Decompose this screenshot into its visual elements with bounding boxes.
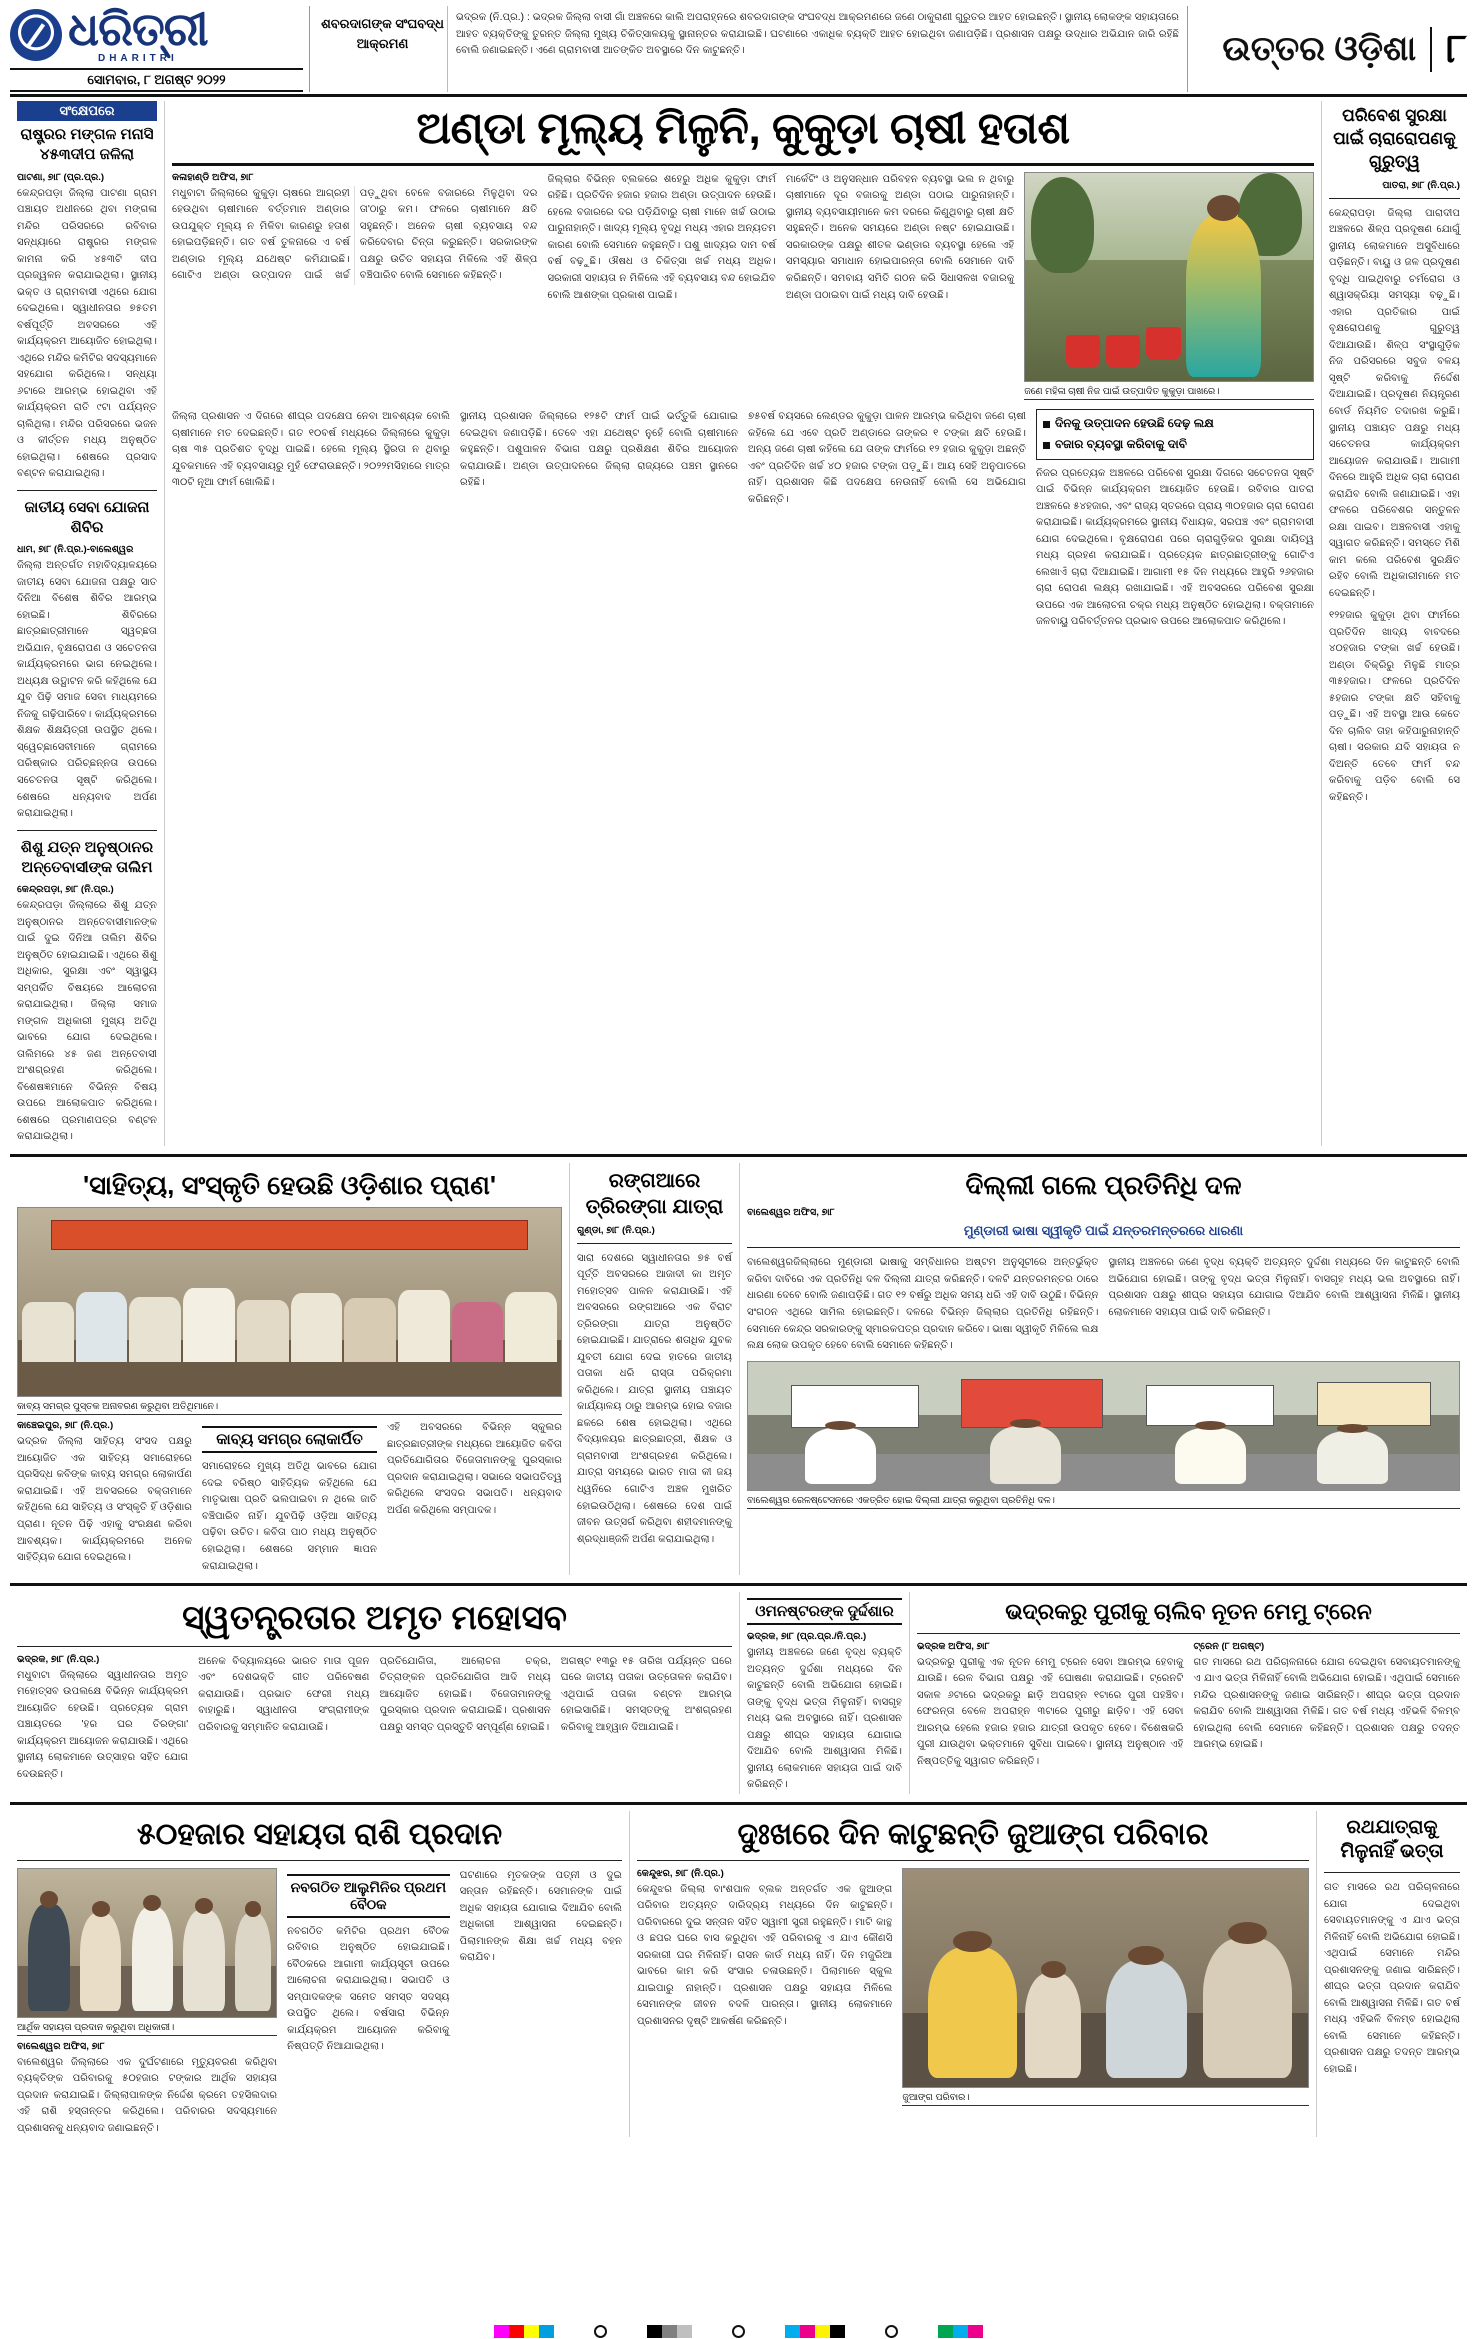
utto-headline: ଓମନଷ୍ଟରଙ୍କ ଦୁର୍ଦ୍ଦଶାର: [747, 1598, 902, 1625]
amrut-text-4: ଅଗଷ୍ଟ ୧୩ରୁ ୧୫ ତାରିଖ ପର୍ଯ୍ୟନ୍ତ ଘରେ ଘରେ ଜାତୀୟ ପତାକା ଉତ୍ତୋଳନ କରାଯିବ। ଏଥିପାଇଁ ପତାକା ବଣ୍ଟନ ଆରମ୍ଭ ହୋଇସାରିଛି। ସମସ୍ତଙ୍କୁ ଅଂଶଗ୍ରହଣ କରିବାକୁ ଆହ୍ୱାନ ଦିଆଯାଇଛି।: [560, 1655, 732, 1733]
lead-text-e: ସ୍ଥାନୀୟ ପ୍ରଶାସନ ଜିଲ୍ଲାରେ ୧୨୫ଟି ଫାର୍ମ ପାଇଁ ଭର୍ତ୍ତୁକି ଯୋଗାଇ ଦେଇଥିବା ଜଣାପଡ଼ିଛି। ତେବେ ଏହା ଯଥେଷ୍ଟ ନୁହେଁ ବୋଲି ଚାଷୀମାନେ କହୁଛନ୍ତି। ପଶୁପାଳନ ବିଭାଗ ପକ୍ଷରୁ ପ୍ରଶିକ୍ଷଣ ଶିବିର ଆୟୋଜନ କରାଯାଉଛି। ଅଣ୍ଡା ଉତ୍ପାଦନରେ ଜିଲ୍ଲା ରାଜ୍ୟରେ ପଞ୍ଚମ ସ୍ଥାନରେ ରହିଛି।: [460, 411, 738, 489]
lead-photo: [1024, 172, 1314, 382]
delhi-story: [740, 1163, 1467, 1575]
delhi-photo-caption: ବାଲେଶ୍ୱର ରେଳଷ୍ଟେସନରେ ଏକତ୍ରିତ ହୋଇ ଦିଲ୍ଲୀ ଯାତ୍ରା କରୁଥିବା ପ୍ରତିନିଧି ଦଳ।: [747, 1491, 1460, 1509]
amrut-story: [10, 1592, 740, 1794]
divider: [17, 1860, 622, 1861]
ranga-story: [570, 1163, 740, 1575]
train-dateline: ଭଦ୍ରକ ଅଫିସ, ୭ା୮: [917, 1640, 990, 1652]
sahitya-photo-caption: କାବ୍ୟ ସମଗ୍ର ପୁସ୍ତକ ଅନାବରଣ କରୁଥିବା ଅତିଥିମାନେ।: [17, 1397, 562, 1415]
brief-dateline: ପାଟଣା, ୭ା୮ (ପ୍ର.ପ୍ର.): [17, 171, 105, 183]
divider: [747, 1247, 1460, 1248]
sahitya-subhead: କାବ୍ୟ ସମଗ୍ର ଲୋକାର୍ପିତ: [202, 1426, 377, 1453]
juang-photo: [902, 1868, 1309, 2088]
lead-headline: ଅଣ୍ଡା ମୂଲ୍ୟ ମିଳୁନି, କୁକୁଡ଼ା ଚାଷୀ ହତାଶ: [416, 104, 1070, 153]
masthead-kicker: ଶବରଦାଗଙ୍କ ସଂଘବଦ୍ଧ ଆକ୍ରମଣ: [318, 6, 448, 92]
lead-text-c: ମାର୍କେଟିଂ ଓ ଅନୁସନ୍ଧାନ ପରିବହନ ବ୍ୟବସ୍ଥା ଭଲ ନ ଥିବାରୁ ଚାଷୀମାନେ ଦୂର ବଜାରକୁ ଅଣ୍ଡା ପଠାଇ ପାରୁନାହାନ୍ତି। ସ୍ଥାନୀୟ ବ୍ୟବସାୟୀମାନେ କମ ଦରରେ କିଣୁଥିବାରୁ ଚାଷୀ କ୍ଷତି ସହୁଛନ୍ତି। ଅନେକ ସମୟରେ ଅଣ୍ଡା ନଷ୍ଟ ହୋଇଯାଉଛି। ସରକାରଙ୍କ ପକ୍ଷରୁ ଶୀତଳ ଭଣ୍ଡାର ବ୍ୟବସ୍ଥା ହେଲେ ଏହି ସମସ୍ୟାର ସମାଧାନ ହୋଇପାରନ୍ତା ବୋଲି ସେମାନେ ଦାବି କରିଛନ୍ତି। ସମବାୟ ସମିତି ଗଠନ କରି ସିଧାସଳଖ ବଜାରକୁ ଅଣ୍ଡା ପଠାଇବା ପାଇଁ ମଧ୍ୟ ଦାବି ହେଉଛି।: [785, 173, 1015, 301]
aid-dateline: ବାଲେଶ୍ୱର ଅଫିସ, ୭ା୮: [17, 2040, 105, 2052]
key-point: ବଜାର ବ୍ୟବସ୍ଥା କରିବାକୁ ଦାବି: [1043, 436, 1307, 453]
top-section: [10, 101, 1467, 1146]
train-text-2: ଗତ ମାସରେ ରଥ ପରିଚାଳନାରେ ଯୋଗ ଦେଇଥିବା ସେବାୟତମାନଙ୍କୁ ଏ ଯାଏ ଭତ୍ତା ମିଳିନାହିଁ ବୋଲି ଅଭିଯୋଗ ହୋଇଛି। ଏଥିପାଇଁ ସେମାନେ ମନ୍ଦିର ପ୍ରଶାସନଙ୍କୁ ଜଣାଇ ସାରିଛନ୍ତି। ଶୀଘ୍ର ଭତ୍ତା ପ୍ରଦାନ କରାଯିବ ବୋଲି ଆଶ୍ୱାସନା ମିଳିଛି। ଗତ ବର୍ଷ ମଧ୍ୟ ଏହିଭଳି ବିଳମ୍ବ ହୋଇଥିଲା ବୋଲି ସେମାନେ କହିଛନ୍ତି। ପ୍ରଶାସନ ପକ୍ଷରୁ ତଦନ୍ତ ଆରମ୍ଭ ହୋଇଛି।: [1193, 1656, 1460, 1751]
aid-sub-headline: ନବଗଠିତ ଆଲୁମିନିର ପ୍ରଥମ ବୈଠକ: [287, 1874, 449, 1918]
brief-dateline: କେନ୍ଦ୍ରପଡ଼ା, ୭ା୮ (ନି.ପ୍ର.): [17, 884, 114, 896]
aid-photo: [17, 1868, 277, 2018]
divider: [10, 1583, 1467, 1586]
juang-text: କେନ୍ଦୁଝର ଜିଲ୍ଲା ବାଂଶପାଳ ବ୍ଲକ ଅନ୍ତର୍ଗତ ଏକ ଜୁଆଙ୍ଗ ପରିବାର ଅତ୍ୟନ୍ତ ଦାରିଦ୍ର୍ୟ ମଧ୍ୟରେ ଦିନ କାଟୁଛନ୍ତି। ପରିବାରରେ ଦୁଇ ସନ୍ତାନ ସହିତ ସ୍ୱାମୀ ସ୍ତ୍ରୀ ରହୁଛନ୍ତି। ମାଟି କାନ୍ଥ ଓ ଛପର ଘରେ ବାସ କରୁଥିବା ଏହି ପରିବାରକୁ ଏ ଯାଏ କୌଣସି ସରକାରୀ ଘର ମିଳିନାହିଁ। ରାସନ କାର୍ଡ ମଧ୍ୟ ନାହିଁ। ଦିନ ମଜୁରିଆ ଭାବରେ କାମ କରି ସଂସାର ଚଳାଉଛନ୍ତି। ପିଲାମାନେ ସ୍କୁଲ ଯାଇପାରୁ ନାହାନ୍ତି। ପ୍ରଶାସନ ପକ୍ଷରୁ ସହାୟତା ମିଳିଲେ ସେମାନଙ୍କ ଜୀବନ ବଦଳି ପାରନ୍ତା। ସ୍ଥାନୀୟ ଲୋକମାନେ ପ୍ରଶାସନର ଦୃଷ୍ଟି ଆକର୍ଷଣ କରିଛନ୍ତି।: [637, 1883, 893, 2027]
env-headline: ପରିବେଶ ସୁରକ୍ଷା ପାଇଁ ଚାରାରୋପଣକୁ ଗୁରୁତ୍ୱ: [1333, 106, 1456, 171]
sahitya-headline: 'ସାହିତ୍ୟ, ସଂସ୍କୃତି ହେଉଛି ଓଡ଼ିଶାର ପ୍ରାଣ': [82, 1169, 497, 1200]
aid-text-2: ଘଟଣାରେ ମୃତକଙ୍କ ପତ୍ନୀ ଓ ଦୁଇ ସନ୍ତାନ ରହିଛନ୍ତି। ସେମାନଙ୍କ ପାଇଁ ଅଧିକ ସହାୟତା ଯୋଗାଇ ଦିଆଯିବ ବୋଲି ଅଧିକାରୀ ଆଶ୍ୱାସନା ଦେଇଛନ୍ତି। ପିଲାମାନଙ୍କ ଶିକ୍ଷା ଖର୍ଚ୍ଚ ମଧ୍ୟ ବହନ କରାଯିବ।: [459, 1869, 623, 1964]
aid-sub-text: ନବଗଠିତ କମିଟିର ପ୍ରଥମ ବୈଠକ ରବିବାର ଅନୁଷ୍ଠିତ ହୋଇଯାଇଛି। ବୈଠକରେ ଆଗାମୀ କାର୍ଯ୍ୟସୂଚୀ ଉପରେ ଆଲୋଚନା କରାଯାଇଥିଲା। ସଭାପତି ଓ ସମ୍ପାଦକଙ୍କ ସମେତ ସମସ୍ତ ସଦସ୍ୟ ଉପସ୍ଥିତ ଥିଲେ। ବର୍ଷସାରା ବିଭିନ୍ନ କାର୍ଯ୍ୟକ୍ରମ ଆୟୋଜନ କରିବାକୁ ନିଷ୍ପତ୍ତି ନିଆଯାଇଥିଲା।: [287, 1925, 450, 2053]
utto-dateline: ଭଦ୍ରକ, ୭ା୮ (ପ୍ର.ପ୍ର./ନି.ପ୍ର.): [747, 1631, 867, 1643]
amrut-text-2: ଅନେକ ବିଦ୍ୟାଳୟରେ ଭାରତ ମାତା ପୂଜନ ଏବଂ ଦେଶଭକ୍ତି ଗୀତ ପରିବେଷଣ କରାଯାଉଛି। ପ୍ରଭାତ ଫେରୀ ମଧ୍ୟ ବାହାରୁଛି। ସ୍ୱାଧୀନତା ସଂଗ୍ରାମୀଙ୍କ ପରିବାରକୁ ସମ୍ମାନିତ କରାଯାଉଛି।: [198, 1655, 370, 1733]
lead-text-d: ଜିଲ୍ଲା ପ୍ରଶାସନ ଏ ଦିଗରେ ଶୀଘ୍ର ପଦକ୍ଷେପ ନେବା ଆବଶ୍ୟକ ବୋଲି ଚାଷୀମାନେ ମତ ଦେଇଛନ୍ତି। ଗତ ୧୦ବର୍ଷ ମଧ୍ୟରେ ଜିଲ୍ଲାରେ କୁକୁଡ଼ା ଚାଷ ୩୫ ପ୍ରତିଶତ ବୃଦ୍ଧି ପାଇଛି। ହେଲେ ମୂଲ୍ୟ ସ୍ଥିରତା ନ ଥିବାରୁ ଯୁବକମାନେ ଏହି ବ୍ୟବସାୟରୁ ମୁହଁ ଫେରାଉଛନ୍ତି। ୨୦୨୨ମସିହାରେ ମାତ୍ର ୩୦ଟି ନୂଆ ଫାର୍ମ ଖୋଲିଛି।: [172, 411, 450, 489]
divider: [17, 490, 157, 491]
delhi-photo: [747, 1361, 1460, 1491]
brief-headline: ଜାତୀୟ ସେବା ଯୋଜନା ଶିବିର: [24, 498, 150, 537]
sahitya-text-1: ଭଦ୍ରକ ଜିଲ୍ଲା ସାହିତ୍ୟ ସଂସଦ ପକ୍ଷରୁ ଆୟୋଜିତ ଏକ ସାହିତ୍ୟ ସମାରୋହରେ ପ୍ରସିଦ୍ଧ କବିଙ୍କ କାବ୍ୟ ସମଗ୍ର ଲୋକାର୍ପଣ କରାଯାଇଛି। ଏହି ଅବସରରେ ବକ୍ତାମାନେ କହିଥିଲେ ଯେ ସାହିତ୍ୟ ଓ ସଂସ୍କୃତି ହିଁ ଓଡ଼ିଶାର ପ୍ରାଣ। ନୂତନ ପିଢ଼ି ଏହାକୁ ସଂରକ୍ଷଣ କରିବା ଆବଶ୍ୟକ। କାର୍ଯ୍ୟକ୍ରମରେ ଅନେକ ସାହିତ୍ୟିକ ଯୋଗ ଦେଇଥିଲେ।: [17, 1436, 192, 1564]
sahitya-text-2: ସମାରୋହରେ ମୁଖ୍ୟ ଅତିଥି ଭାବରେ ଯୋଗ ଦେଇ ବରିଷ୍ଠ ସାହିତ୍ୟିକ କହିଥିଲେ ଯେ ମାତୃଭାଷା ପ୍ରତି ଭଲପାଇବା ନ ଥିଲେ ଜାତି ବଞ୍ଚିପାରିବ ନାହିଁ। ଯୁବପିଢ଼ି ଓଡ଼ିଆ ସାହିତ୍ୟ ପଢ଼ିବା ଉଚିତ। କବିତା ପାଠ ମଧ୍ୟ ଅନୁଷ୍ଠିତ ହୋଇଥିଲା। ଶେଷରେ ସମ୍ମାନ ଜ୍ଞାପନ କରାଯାଇଥିଲା।: [202, 1461, 377, 1572]
aid-story: [10, 1811, 630, 2138]
edition-name: ଉତ୍ତର ଓଡ଼ିଶା: [1222, 29, 1417, 68]
brief-dateline: ଧାମ, ୭ା୮ (ନି.ପ୍ର.)-ବାଲେଶ୍ୱର: [17, 544, 134, 556]
amrut-text-3: ପ୍ରତିଯୋଗିତା, ଆଲୋଚନା ଚକ୍ର, ଚିତ୍ରାଙ୍କନ ପ୍ରତିଯୋଗିତା ଆଦି ମଧ୍ୟ ଆୟୋଜିତ ହୋଇଛି। ବିଜେତାମାନଙ୍କୁ ପୁରସ୍କାର ପ୍ରଦାନ କରାଯାଇଛି। ପ୍ରଶାସନ ପକ୍ଷରୁ ସମସ୍ତ ପ୍ରସ୍ତୁତି ସମ୍ପୂର୍ଣ୍ଣ ହୋଇଛି।: [379, 1655, 551, 1733]
brief-item: [17, 125, 157, 483]
amrut-section: [10, 1592, 1467, 1794]
brief-text: ଜିଲ୍ଲା ଅନ୍ତର୍ଗତ ମହାବିଦ୍ୟାଳୟରେ ଜାତୀୟ ସେବା ଯୋଜନା ପକ୍ଷରୁ ସାତ ଦିନିଆ ବିଶେଷ ଶିବିର ଆରମ୍ଭ ହୋଇଛି। ଶିବିରରେ ଛାତ୍ରଛାତ୍ରୀମାନେ ସ୍ୱଚ୍ଛତା ଅଭିଯାନ, ବୃକ୍ଷରୋପଣ ଓ ସଚେତନତା କାର୍ଯ୍ୟକ୍ରମରେ ଭାଗ ନେଇଥିଲେ। ଅଧ୍ୟକ୍ଷ ଉଦ୍ଘାଟନ କରି କହିଥିଲେ ଯେ ଯୁବ ପିଢ଼ି ସମାଜ ସେବା ମାଧ୍ୟମରେ ନିଜକୁ ଗଢ଼ିପାରିବେ। କାର୍ଯ୍ୟକ୍ରମରେ ଶିକ୍ଷକ ଶିକ୍ଷୟିତ୍ରୀ ଉପସ୍ଥିତ ଥିଲେ। ସ୍ୱେଚ୍ଛାସେବୀମାନେ ଗ୍ରାମରେ ପରିଷ୍କାର ପରିଚ୍ଛନ୍ନତା ଉପରେ ସଚେତନତା ସୃଷ୍ଟି କରିଥିଲେ। ଶେଷରେ ଧନ୍ୟବାଦ ଅର୍ପଣ କରାଯାଇଥିଲା।: [17, 560, 157, 820]
key-point: ଦିନକୁ ଉତ୍ପାଦନ ହେଉଛି ଦେଢ଼ ଲକ୍ଷ: [1043, 415, 1307, 432]
brief-text: କେନ୍ଦ୍ରପଡ଼ା ଜିଲ୍ଲା ପାଟଣା ଗ୍ରାମ ପଞ୍ଚାୟତ ଅଧୀନରେ ଥିବା ମଙ୍ଗଳା ମନ୍ଦିର ପରିସରରେ ରବିବାର ସନ୍ଧ୍ୟାରେ ରାଷ୍ଟ୍ରର ମଙ୍ଗଳ କାମନା କରି ୪୫୩ଟି ଦୀପ ପ୍ରଜ୍ୱଳନ କରାଯାଇଥିଲା। ସ୍ଥାନୀୟ ଭକ୍ତ ଓ ଗ୍ରାମବାସୀ ଏଥିରେ ଯୋଗ ଦେଇଥିଲେ। ସ୍ୱାଧୀନତାର ୭୫ତମ ବର୍ଷପୂର୍ତ୍ତି ଅବସରରେ ଏହି କାର୍ଯ୍ୟକ୍ରମ ଆୟୋଜିତ ହୋଇଥିଲା। ଏଥିରେ ମନ୍ଦିର କମିଟିର ସଦସ୍ୟମାନେ ସହଯୋଗ କରିଥିଲେ। ସନ୍ଧ୍ୟା ୬ଟାରେ ଆରମ୍ଭ ହୋଇଥିବା ଏହି କାର୍ଯ୍ୟକ୍ରମ ରାତି ୯ଟା ପର୍ଯ୍ୟନ୍ତ ଚାଲିଥିଲା। ମନ୍ଦିର ପରିସରରେ ଭଜନ ଓ କୀର୍ତ୍ତନ ମଧ୍ୟ ଅନୁଷ୍ଠିତ ହୋଇଥିଲା। ଶେଷରେ ପ୍ରସାଦ ବଣ୍ଟନ କରାଯାଇଥିଲା।: [17, 187, 157, 480]
utto-text: ସ୍ଥାନୀୟ ଅଞ୍ଚଳରେ ଜଣେ ବୃଦ୍ଧ ବ୍ୟକ୍ତି ଅତ୍ୟନ୍ତ ଦୁର୍ଦ୍ଦଶା ମଧ୍ୟରେ ଦିନ କାଟୁଛନ୍ତି ବୋଲି ଅଭିଯୋଗ ହୋଇଛି। ତାଙ୍କୁ ବୃଦ୍ଧ ଭତ୍ତା ମିଳୁନାହିଁ। ବାସଗୃହ ମଧ୍ୟ ଭଲ ଅବସ୍ଥାରେ ନାହିଁ। ପ୍ରଶାସନ ପକ୍ଷରୁ ଶୀଘ୍ର ସହାୟତା ଯୋଗାଇ ଦିଆଯିବ ବୋଲି ଆଶ୍ୱାସନା ମିଳିଛି। ସ୍ଥାନୀୟ ଲୋକମାନେ ସହାୟତା ପାଇଁ ଦାବି କରିଛନ୍ତି।: [747, 1647, 902, 1791]
brief-text: କେନ୍ଦ୍ରପଡ଼ା ଜିଲ୍ଲାରେ ଶିଶୁ ଯତ୍ନ ଅନୁଷ୍ଠାନର ଅନ୍ତେବାସୀମାନଙ୍କ ପାଇଁ ଦୁଇ ଦିନିଆ ତାଲିମ ଶିବିର ଅନୁଷ୍ଠିତ ହୋଇଯାଇଛି। ଏଥିରେ ଶିଶୁ ଅଧିକାର, ସୁରକ୍ଷା ଏବଂ ସ୍ୱାସ୍ଥ୍ୟ ସମ୍ପର୍କିତ ବିଷୟରେ ଆଲୋଚନା କରାଯାଇଥିଲା। ଜିଲ୍ଲା ସମାଜ ମଙ୍ଗଳ ଅଧିକାରୀ ମୁଖ୍ୟ ଅତିଥି ଭାବରେ ଯୋଗ ଦେଇଥିଲେ। ତାଲିମରେ ୪୫ ଜଣ ଅନ୍ତେବାସୀ ଅଂଶଗ୍ରହଣ କରିଥିଲେ। ବିଶେଷଜ୍ଞମାନେ ବିଭିନ୍ନ ବିଷୟ ଉପରେ ଆଲୋକପାତ କରିଥିଲେ। ଶେଷରେ ପ୍ରମାଣପତ୍ର ବଣ୍ଟନ କରାଯାଇଥିଲା।: [17, 900, 157, 1143]
divider: [1324, 1872, 1460, 1873]
divider: [10, 1802, 1467, 1805]
train-text: ଭଦ୍ରକରୁ ପୁରୀକୁ ଏକ ନୂତନ ମେମୁ ଟ୍ରେନ ସେବା ଆରମ୍ଭ ହେବାକୁ ଯାଉଛି। ରେଳ ବିଭାଗ ପକ୍ଷରୁ ଏହି ଘୋଷଣା କରାଯାଇଛି। ଟ୍ରେନଟି ସକାଳ ୬ଟାରେ ଭଦ୍ରକରୁ ଛାଡ଼ି ଅପରାହ୍ନ ୧ଟାରେ ପୁରୀ ପହଞ୍ଚିବ। ଫେରନ୍ତା ବେଳେ ଅପରାହ୍ନ ୩ଟାରେ ପୁରୀରୁ ଛାଡ଼ିବ। ଏହି ସେବା ଆରମ୍ଭ ହେଲେ ହଜାର ହଜାର ଯାତ୍ରୀ ଉପକୃତ ହେବେ। ବିଶେଷକରି ପୁରୀ ଯାଉଥିବା ଭକ୍ତମାନେ ସୁବିଧା ପାଇବେ। ସ୍ଥାନୀୟ ଅନୁଷ୍ଠାନ ଏହି ନିଷ୍ପତ୍ତିକୁ ସ୍ୱାଗତ କରିଛନ୍ତି।: [917, 1656, 1184, 1767]
ratha-headline: ରଥଯାତ୍ରାକୁ ମିଳୁନାହିଁ ଭତ୍ତା: [1340, 1816, 1444, 1863]
delhi-headline: ଦିଲ୍ଲୀ ଗଲେ ପ୍ରତିନିଧି ଦଳ: [965, 1169, 1242, 1200]
lead-photo-caption: ଜଣେ ମହିଳା ଚାଷୀ ନିଜ ପାଇଁ ଉତ୍ପାଦିତ କୁକୁଡ଼ା ପାଖରେ।: [1024, 382, 1314, 400]
amrut-dateline: ଭଦ୍ରକ, ୭ା୮ (ନି.ପ୍ର.): [17, 1653, 100, 1665]
briefs-column: [10, 101, 165, 1146]
utto-story: [740, 1592, 910, 1794]
registration-mark-icon: [732, 2325, 745, 2338]
logo-name: ଧରିତ୍ରୀ: [68, 3, 208, 55]
page-number: ୮: [1430, 27, 1467, 72]
ratha-story: [1317, 1811, 1467, 2138]
env-dateline: ପାତରା, ୭ା୮ (ନି.ପ୍ର.): [1382, 179, 1460, 191]
lead-dateline: କଳାହାଣ୍ଡି ଅଫିସ, ୭ା୮: [172, 171, 254, 183]
divider: [17, 1646, 732, 1647]
color-swatches: [647, 2325, 692, 2338]
color-swatches: [938, 2325, 983, 2338]
delhi-subhead: ମୁଣ୍ଡାରୀ ଭାଷା ସ୍ୱୀକୃତି ପାଇଁ ଯନ୍ତରମନ୍ତରରେ ଧାରଣା: [963, 1223, 1244, 1239]
masthead: [10, 3, 1467, 97]
brief-headline: ଶିଶୁ ଯତ୍ନ ଅନୁଷ୍ଠାନର ଅନ୍ତେବାସୀଙ୍କ ତାଲିମ: [20, 838, 154, 876]
lead-story: [165, 101, 1322, 1146]
issue-date: ସୋମବାର, ୮ ଅଗଷ୍ଟ ୨୦୨୨: [10, 68, 303, 92]
divider: [10, 1154, 1467, 1157]
divider: [637, 1860, 1309, 1861]
aid-headline: ୫୦ହଜାର ସହାୟତା ରାଶି ପ୍ରଦାନ: [136, 1817, 503, 1851]
key-points-box: [1036, 409, 1314, 460]
train-story: [910, 1592, 1467, 1794]
divider: [172, 163, 1314, 166]
masthead-center: [310, 6, 1187, 92]
logo-roman: DHARITRI: [97, 53, 178, 64]
env-text-2: ୧୨ହଜାର କୁକୁଡ଼ା ଥିବା ଫାର୍ମରେ ପ୍ରତିଦିନ ଖାଦ୍ୟ ବାବଦରେ ୪୦ହଜାର ଟଙ୍କା ଖର୍ଚ୍ଚ ହେଉଛି। ଅଣ୍ଡା ବିକ୍ରିରୁ ମିଳୁଛି ମାତ୍ର ୩୫ହଜାର। ଫଳରେ ପ୍ରତିଦିନ ୫ହଜାର ଟଙ୍କା କ୍ଷତି ସହିବାକୁ ପଡ଼ୁଛି। ଏହି ଅବସ୍ଥା ଆଉ କେତେ ଦିନ ଚାଲିବ ତାହା କହିପାରୁନାହାନ୍ତି ଚାଷୀ। ସରକାର ଯଦି ସହାୟତା ନ ଦିଅନ୍ତି ତେବେ ଫାର୍ମ ବନ୍ଦ କରିବାକୁ ପଡ଼ିବ ବୋଲି ସେ କହିଛନ୍ତି।: [1329, 610, 1460, 803]
print-registration-bar: [0, 2323, 1477, 2339]
logo: [10, 3, 303, 64]
color-swatches: [785, 2325, 845, 2338]
amrut-headline: ସ୍ୱତନ୍ତ୍ରତାର ଅମୃତ ମହୋସବ: [182, 1599, 567, 1638]
brief-headline: ରାଷ୍ଟ୍ରର ମଙ୍ଗଳ ମନାସି ୪୫୩ଦୀପ ଜଳିଲା: [20, 126, 154, 164]
divider: [917, 1633, 1460, 1634]
sahitya-text-3: ଏହି ଅବସରରେ ବିଭିନ୍ନ ସ୍କୁଲର ଛାତ୍ରଛାତ୍ରୀଙ୍କ ମଧ୍ୟରେ ଆୟୋଜିତ କବିତା ପ୍ରତିଯୋଗିତାର ବିଜେତାମାନଙ୍କୁ ପୁରସ୍କାର ପ୍ରଦାନ କରାଯାଇଥିଲା। ସଭାରେ ସଭାପତିତ୍ୱ କରିଥିଲେ ସଂସଦର ସଭାପତି। ଧନ୍ୟବାଦ ଅର୍ପଣ କରିଥିଲେ ସମ୍ପାଦକ।: [387, 1422, 562, 1516]
briefs-section-label: ସଂକ୍ଷେପରେ: [17, 101, 157, 121]
sahitya-photo: [17, 1207, 562, 1397]
juang-headline: ଦୁଃଖରେ ଦିନ କାଟୁଛନ୍ତି ଜୁଆଙ୍ଗ ପରିବାର: [737, 1817, 1209, 1851]
env-col1: ନିଜର ପ୍ରତ୍ୟେକ ଅଞ୍ଚଳରେ ପରିବେଶ ସୁରକ୍ଷା ଦିଗରେ ସଚେତନତା ସୃଷ୍ଟି ପାଇଁ ବିଭିନ୍ନ କାର୍ଯ୍ୟକ୍ରମ ଆୟୋଜିତ ହେଉଛି। ରବିବାର ପାତରା ଅଞ୍ଚଳରେ ୫୪ହଜାର, ଏବଂ ରାଜ୍ୟ ସ୍ତରରେ ପ୍ରାୟ ୩୦ହଜାର ଚାରା ରୋପଣ କରାଯାଇଛି। କାର୍ଯ୍ୟକ୍ରମରେ ସ୍ଥାନୀୟ ବିଧାୟକ, ସରପଞ୍ଚ ଏବଂ ଗ୍ରାମବାସୀ ଯୋଗ ଦେଇଥିଲେ। ବୃକ୍ଷରୋପଣ ପରେ ଚାରାଗୁଡ଼ିକର ସୁରକ୍ଷା ଦାୟିତ୍ୱ ମଧ୍ୟ ଗ୍ରହଣ କରାଯାଇଛି। ପ୍ରତ୍ୟେକ ଛାତ୍ରଛାତ୍ରୀଙ୍କୁ ଗୋଟିଏ ଲେଖାଏଁ ଚାରା ଦିଆଯାଇଛି। ଆଗାମୀ ୧୫ ଦିନ ମଧ୍ୟରେ ଆହୁରି ୨୬ହଜାର ଚାରା ରୋପଣ ଲକ୍ଷ୍ୟ ରଖାଯାଇଛି। ଏହି ଅବସରରେ ପରିବେଶ ସୁରକ୍ଷା ଉପରେ ଏକ ଆଲୋଚନା ଚକ୍ର ମଧ୍ୟ ଅନୁଷ୍ଠିତ ହୋଇଥିଲା। ବକ୍ତାମାନେ ଜଳବାୟୁ ପରିବର୍ତ୍ତନର ପ୍ରଭାବ ଉପରେ ଆଲୋକପାତ କରିଥିଲେ।: [1036, 467, 1314, 628]
registration-mark-icon: [594, 2325, 607, 2338]
bottom-section: [10, 1811, 1467, 2138]
sahitya-dateline: କାଞ୍ଚେଇପୁର, ୭ା୮ (ନି.ପ୍ର.): [17, 1420, 114, 1432]
middle-section: [10, 1163, 1467, 1575]
divider: [577, 1243, 732, 1244]
lead-text-a: ମଧୁବାଟା ଜିଲ୍ଲାରେ କୁକୁଡ଼ା ଚାଷରେ ଆଗ୍ରହୀ ହେଉଥିବା ଚାଷୀମାନେ ବର୍ତ୍ତମାନ ଅଣ୍ଡାର ଉପଯୁକ୍ତ ମୂଲ୍ୟ ନ ମିଳିବା କାରଣରୁ ହତାଶ ହୋଇପଡ଼ିଛନ୍ତି। ଗତ ବର୍ଷ ତୁଳନାରେ ଏ ବର୍ଷ ଅଣ୍ଡାର ମୂଲ୍ୟ ଯଥେଷ୍ଟ କମିଯାଇଛି। ଗୋଟିଏ ଅଣ୍ଡା ଉତ୍ପାଦନ ପାଇଁ ଖର୍ଚ୍ଚ ପଡ଼ୁଥିବା ବେଳେ ବଜାରରେ ମିଳୁଥିବା ଦର ତା'ଠାରୁ କମ। ଫଳରେ ଚାଷୀମାନେ କ୍ଷତି ସହୁଛନ୍ତି। ଅନେକ ଚାଷୀ ବ୍ୟବସାୟ ବନ୍ଦ କରିଦେବାର ଚିନ୍ତା କରୁଛନ୍ତି। ସରକାରଙ୍କ ପକ୍ଷରୁ ଉଚିତ ସହାୟତା ମିଳିଲେ ଏହି ଶିଳ୍ପ ବଞ୍ଚିପାରିବ ବୋଲି ସେମାନେ କହିଛନ୍ତି।: [172, 187, 538, 282]
delhi-text-dup: ସ୍ଥାନୀୟ ଅଞ୍ଚଳରେ ଜଣେ ବୃଦ୍ଧ ବ୍ୟକ୍ତି ଅତ୍ୟନ୍ତ ଦୁର୍ଦ୍ଦଶା ମଧ୍ୟରେ ଦିନ କାଟୁଛନ୍ତି ବୋଲି ଅଭିଯୋଗ ହୋଇଛି। ତାଙ୍କୁ ବୃଦ୍ଧ ଭତ୍ତା ମିଳୁନାହିଁ। ବାସଗୃହ ମଧ୍ୟ ଭଲ ଅବସ୍ଥାରେ ନାହିଁ। ପ୍ରଶାସନ ପକ୍ଷରୁ ଶୀଘ୍ର ସହାୟତା ଯୋଗାଇ ଦିଆଯିବ ବୋଲି ଆଶ୍ୱାସନା ମିଳିଛି। ସ୍ଥାନୀୟ ଲୋକମାନେ ସହାୟତା ପାଇଁ ଦାବି କରିଛନ୍ତି।: [1108, 1257, 1460, 1318]
masthead-logo-block: [10, 3, 310, 92]
divider: [17, 830, 157, 831]
aid-text-1: ବାଲେଶ୍ୱର ଜିଲ୍ଲାରେ ଏକ ଦୁର୍ଘଟଣାରେ ମୃତ୍ୟୁବରଣ କରିଥିବା ବ୍ୟକ୍ତିଙ୍କ ପରିବାରକୁ ୫୦ହଜାର ଟଙ୍କାର ଆର୍ଥିକ ସହାୟତା ପ୍ରଦାନ କରାଯାଇଛି। ଜିଲ୍ଲାପାଳଙ୍କ ନିର୍ଦ୍ଦେଶ କ୍ରମେ ତହସିଲଦାର ଏହି ରାଶି ହସ୍ତାନ୍ତର କରିଥିଲେ। ପରିବାରର ସଦସ୍ୟମାନେ ପ୍ରଶାସନକୁ ଧନ୍ୟବାଦ ଜଣାଇଛନ୍ତି।: [17, 2056, 278, 2134]
amrut-text-1: ମଧୁବାଟା ଜିଲ୍ଲାରେ ସ୍ୱାଧୀନତାର ଅମୃତ ମହୋତ୍ସବ ଉପଲକ୍ଷେ ବିଭିନ୍ନ କାର୍ଯ୍ୟକ୍ରମ ଆୟୋଜିତ ହେଉଛି। ପ୍ରତ୍ୟେକ ଗ୍ରାମ ପଞ୍ଚାୟତରେ 'ହର ଘର ତିରଙ୍ଗା' କାର୍ଯ୍ୟକ୍ରମ ଆୟୋଜନ କରାଯାଉଛି। ଏଥିରେ ସ୍ଥାନୀୟ ଲୋକମାନେ ଉତ୍ସାହର ସହିତ ଯୋଗ ଦେଉଛନ୍ତି।: [17, 1669, 189, 1780]
lead-text-b: ଜିଲ୍ଲାର ବିଭିନ୍ନ ବ୍ଲକରେ ଶହେରୁ ଅଧିକ କୁକୁଡ଼ା ଫାର୍ମ ରହିଛି। ପ୍ରତିଦିନ ହଜାର ହଜାର ଅଣ୍ଡା ଉତ୍ପାଦନ ହେଉଛି। ହେଲେ ବଜାରରେ ଦର ପଡ଼ିଯିବାରୁ ଚାଷୀ ମାନେ ଖର୍ଚ୍ଚ ଉଠାଇ ପାରୁନାହାନ୍ତି। ଖାଦ୍ୟ ମୂଲ୍ୟ ବୃଦ୍ଧି ମଧ୍ୟ ଏହାର ଅନ୍ୟତମ କାରଣ ବୋଲି ସେମାନେ କହୁଛନ୍ତି। ପଶୁ ଖାଦ୍ୟର ଦାମ ବର୍ଷ ବର୍ଷ ବଢ଼ୁଛି। ଔଷଧ ଓ ଚିକିତ୍ସା ଖର୍ଚ୍ଚ ମଧ୍ୟ ଅଧିକ। ସରକାରୀ ସହାୟତା ନ ମିଳିଲେ ଏହି ବ୍ୟବସାୟ ବନ୍ଦ ହୋଇଯିବ ବୋଲି ଆଶଙ୍କା ପ୍ରକାଶ ପାଇଛି।: [547, 173, 776, 301]
env-text: କେନ୍ଦ୍ରାପଡ଼ା ଜିଲ୍ଲା ପାରାଦୀପ ଅଞ୍ଚଳରେ ଶିଳ୍ପ ପ୍ରଦୂଷଣ ଯୋଗୁଁ ସ୍ଥାନୀୟ ଲୋକମାନେ ଅସୁବିଧାରେ ପଡ଼ିଛନ୍ତି। ବାୟୁ ଓ ଜଳ ପ୍ରଦୂଷଣ ବୃଦ୍ଧି ପାଇଥିବାରୁ ଚର୍ମରୋଗ ଓ ଶ୍ୱାସକ୍ରିୟା ସମସ୍ୟା ବଢ଼ୁଛି। ଏହାର ପ୍ରତିକାର ପାଇଁ ବୃକ୍ଷରୋପଣକୁ ଗୁରୁତ୍ୱ ଦିଆଯାଉଛି। ଶିଳ୍ପ ସଂସ୍ଥାଗୁଡ଼ିକ ନିଜ ପରିସରରେ ସବୁଜ ବଳୟ ସୃଷ୍ଟି କରିବାକୁ ନିର୍ଦ୍ଦେଶ ଦିଆଯାଇଛି। ପ୍ରଦୂଷଣ ନିୟନ୍ତ୍ରଣ ବୋର୍ଡ ନିୟମିତ ତଦାରଖ କରୁଛି। ସ୍ଥାନୀୟ ପଞ୍ଚାୟତ ପକ୍ଷରୁ ମଧ୍ୟ ସଚେତନତା କାର୍ଯ୍ୟକ୍ରମ ଆୟୋଜନ କରାଯାଉଛି। ଆଗାମୀ ଦିନରେ ଆହୁରି ଅଧିକ ଚାରା ରୋପଣ କରାଯିବ ବୋଲି ଜଣାଯାଇଛି। ଏହା ଫଳରେ ପରିବେଶର ସନ୍ତୁଳନ ରକ୍ଷା ପାଇବ। ଅଞ୍ଚଳବାସୀ ଏହାକୁ ସ୍ୱାଗତ କରିଛନ୍ତି। ସମସ୍ତେ ମିଶି କାମ କଲେ ପରିବେଶ ସୁରକ୍ଷିତ ରହିବ ବୋଲି ଅଧିକାରୀମାନେ ମତ ଦେଇଛନ୍ତି।: [1329, 207, 1460, 599]
juang-dateline: କେନ୍ଦୁଝର, ୭ା୮ (ନି.ପ୍ର.): [637, 1867, 724, 1879]
sahitya-story: [10, 1163, 570, 1575]
lead-text-f: ୭୫ବର୍ଷ ବୟସରେ ଲେଣ୍ଡର କୁକୁଡ଼ା ପାଳନ ଆରମ୍ଭ କରିଥିବା ଜଣେ ଚାଷୀ କହିଲେ ଯେ ଏବେ ପ୍ରତି ଅଣ୍ଡାରେ ତାଙ୍କର ୧ ଟଙ୍କା କ୍ଷତି ହେଉଛି। ଅନ୍ୟ ଜଣେ ଚାଷୀ କହିଲେ ଯେ ତାଙ୍କ ଫାର୍ମରେ ୧୨ ହଜାର କୁକୁଡ଼ା ଅଛନ୍ତି ଏବଂ ପ୍ରତିଦିନ ଖର୍ଚ୍ଚ ୪୦ ହଜାର ଟଙ୍କା ପଡ଼ୁଛି। ଆୟ ସେହି ଅନୁପାତରେ ନାହିଁ। ପ୍ରଶାସନ କିଛି ପଦକ୍ଷେପ ନେଉନାହିଁ ବୋଲି ସେ ଅଭିଯୋଗ କରିଛନ୍ତି।: [748, 411, 1026, 505]
train-date-note: ଟ୍ରେନ (୮ ଅଗଷ୍ଟ): [1193, 1640, 1265, 1652]
juang-photo-caption: ଜୁଆଙ୍ଗ ପରିବାର।: [902, 2088, 1309, 2106]
masthead-lead-text: ଭଦ୍ରକ (ନି.ପ୍ର.) : ଭଦ୍ରକ ଜିଲ୍ଲା ବାସୀ ଗାଁ ଅଞ୍ଚଳରେ କାଲି ଅପରାହ୍ନରେ ଶବରଦାଗଙ୍କ ସଂଘବଦ୍ଧ ଆକ୍ରମଣରେ ଜଣେ ଠାକୁରାଣୀ ଗୁରୁତର ଆହତ ହୋଇଛନ୍ତି। ସ୍ଥାନୀୟ ଲୋକଙ୍କ ସହାୟତାରେ ଆହତ ବ୍ୟକ୍ତିଙ୍କୁ ତୁରନ୍ତ ଜିଲ୍ଲା ମୁଖ୍ୟ ଚିକିତ୍ସାଳୟକୁ ସ୍ଥାନାନ୍ତର କରାଯାଇଛି। ଘଟଣାରେ ଏକାଧିକ ବ୍ୟକ୍ତି ଆହତ ହୋଇଥିବା ଜଣାପଡ଼ିଛି। ପ୍ରଶାସନ ପକ୍ଷରୁ ଉଦ୍ଧାର ଅଭିଯାନ ଜାରି ରହିଛି ବୋଲି ଜଣାଇଛନ୍ତି। ଏଣେ ଗ୍ରାମବାସୀ ଆତଙ୍କିତ ଅବସ୍ଥାରେ ଦିନ କାଟୁଛନ୍ତି।: [456, 12, 1179, 57]
brief-item: [17, 838, 157, 1146]
ranga-headline: ରଙ୍ଗଆରେ ତ୍ରିରଙ୍ଗା ଯାତ୍ରା: [585, 1169, 724, 1218]
ranga-dateline: ଗୁଣ୍ଡା, ୭ା୮ (ନି.ପ୍ର.): [577, 1224, 655, 1236]
masthead-right: [1187, 6, 1467, 92]
delhi-text: ବାଲେଶ୍ୱରଜିଲ୍ଲାରେ ମୁଣ୍ଡାରୀ ଭାଷାକୁ ସମ୍ବିଧାନର ଅଷ୍ଟମ ଅନୁସୂଚୀରେ ଅନ୍ତର୍ଭୁକ୍ତ କରିବା ଦାବିରେ ଏକ ପ୍ରତିନିଧି ଦଳ ଦିଲ୍ଲୀ ଯାତ୍ରା କରିଛନ୍ତି। ଦଳଟି ଯନ୍ତରମନ୍ତର ଠାରେ ଧାରଣା ଦେବେ ବୋଲି ଜଣାପଡ଼ିଛି। ଗତ ୧୨ ବର୍ଷରୁ ଅଧିକ ସମୟ ଧରି ଏହି ଦାବି ଉଠୁଛି। ବିଭିନ୍ନ ସଂଗଠନ ଏଥିରେ ସାମିଲ ହୋଇଛନ୍ତି। ଦଳରେ ବିଭିନ୍ନ ଜିଲ୍ଲାର ପ୍ରତିନିଧି ରହିଛନ୍ତି। ସେମାନେ କେନ୍ଦ୍ର ସରକାରଙ୍କୁ ସ୍ମାରକପତ୍ର ପ୍ରଦାନ କରିବେ। ଭାଷା ସ୍ୱୀକୃତି ମିଳିଲେ ଲକ୍ଷ ଲକ୍ଷ ଲୋକ ଉପକୃତ ହେବେ ବୋଲି ସେମାନେ କହିଛନ୍ତି।: [747, 1257, 1099, 1352]
brief-item: [17, 498, 157, 823]
registration-mark-icon: [885, 2325, 898, 2338]
environment-story: [1322, 101, 1467, 1146]
ratha-text: ଗତ ମାସରେ ରଥ ପରିଚାଳନାରେ ଯୋଗ ଦେଇଥିବା ସେବାୟତମାନଙ୍କୁ ଏ ଯାଏ ଭତ୍ତା ମିଳିନାହିଁ ବୋଲି ଅଭିଯୋଗ ହୋଇଛି। ଏଥିପାଇଁ ସେମାନେ ମନ୍ଦିର ପ୍ରଶାସନଙ୍କୁ ଜଣାଇ ସାରିଛନ୍ତି। ଶୀଘ୍ର ଭତ୍ତା ପ୍ରଦାନ କରାଯିବ ବୋଲି ଆଶ୍ୱାସନା ମିଳିଛି। ଗତ ବର୍ଷ ମଧ୍ୟ ଏହିଭଳି ବିଳମ୍ବ ହୋଇଥିଲା ବୋଲି ସେମାନେ କହିଛନ୍ତି। ପ୍ରଶାସନ ପକ୍ଷରୁ ତଦନ୍ତ ଆରମ୍ଭ ହୋଇଛି।: [1324, 1882, 1460, 2075]
train-headline: ଭଦ୍ରକରୁ ପୁରୀକୁ ଚାଲିବ ନୂତନ ମେମୁ ଟ୍ରେନ: [1005, 1599, 1372, 1625]
globe-icon: [10, 9, 62, 61]
aid-photo-caption: ଆର୍ଥିକ ସହାୟତା ପ୍ରଦାନ କରୁଥିବା ଅଧିକାରୀ।: [17, 2018, 277, 2036]
color-swatches: [494, 2325, 554, 2338]
ranga-text: ସାରା ଦେଶରେ ସ୍ୱାଧୀନତାର ୭୫ ବର୍ଷ ପୂର୍ତ୍ତି ଅବସରରେ ଆଜାଦୀ କା ଅମୃତ ମହୋତ୍ସବ ପାଳନ କରାଯାଉଛି। ଏହି ଅବସରରେ ରଙ୍ଗଆରେ ଏକ ବିରାଟ ତ୍ରିରଙ୍ଗା ଯାତ୍ରା ଅନୁଷ୍ଠିତ ହୋଇଯାଇଛି। ଯାତ୍ରାରେ ଶତାଧିକ ଯୁବକ ଯୁବତୀ ଯୋଗ ଦେଇ ହାତରେ ଜାତୀୟ ପତାକା ଧରି ରାସ୍ତା ପରିକ୍ରମା କରିଥିଲେ। ଯାତ୍ରା ସ୍ଥାନୀୟ ପଞ୍ଚାୟତ କାର୍ଯ୍ୟାଳୟ ଠାରୁ ଆରମ୍ଭ ହୋଇ ବଜାର ଛକରେ ଶେଷ ହୋଇଥିଲା। ଏଥିରେ ବିଦ୍ୟାଳୟର ଛାତ୍ରଛାତ୍ରୀ, ଶିକ୍ଷକ ଓ ଗ୍ରାମବାସୀ ଅଂଶଗ୍ରହଣ କରିଥିଲେ। ଯାତ୍ରା ସମୟରେ ଭାରତ ମାତା କୀ ଜୟ ଧ୍ୱନିରେ ଗୋଟିଏ ଅଞ୍ଚଳ ମୁଖରିତ ହୋଇଉଠିଥିଲା। ଶେଷରେ ଦେଶ ପାଇଁ ଜୀବନ ଉତ୍ସର୍ଗ କରିଥିବା ଶହୀଦମାନଙ୍କୁ ଶ୍ରଦ୍ଧାଞ୍ଜଳି ଅର୍ପଣ କରାଯାଇଥିଲା।: [577, 1252, 732, 1545]
delhi-dateline: ବାଲେଶ୍ୱର ଅଫିସ, ୭ା୮: [747, 1207, 835, 1219]
juang-story: [630, 1811, 1317, 2138]
divider: [1329, 198, 1460, 199]
